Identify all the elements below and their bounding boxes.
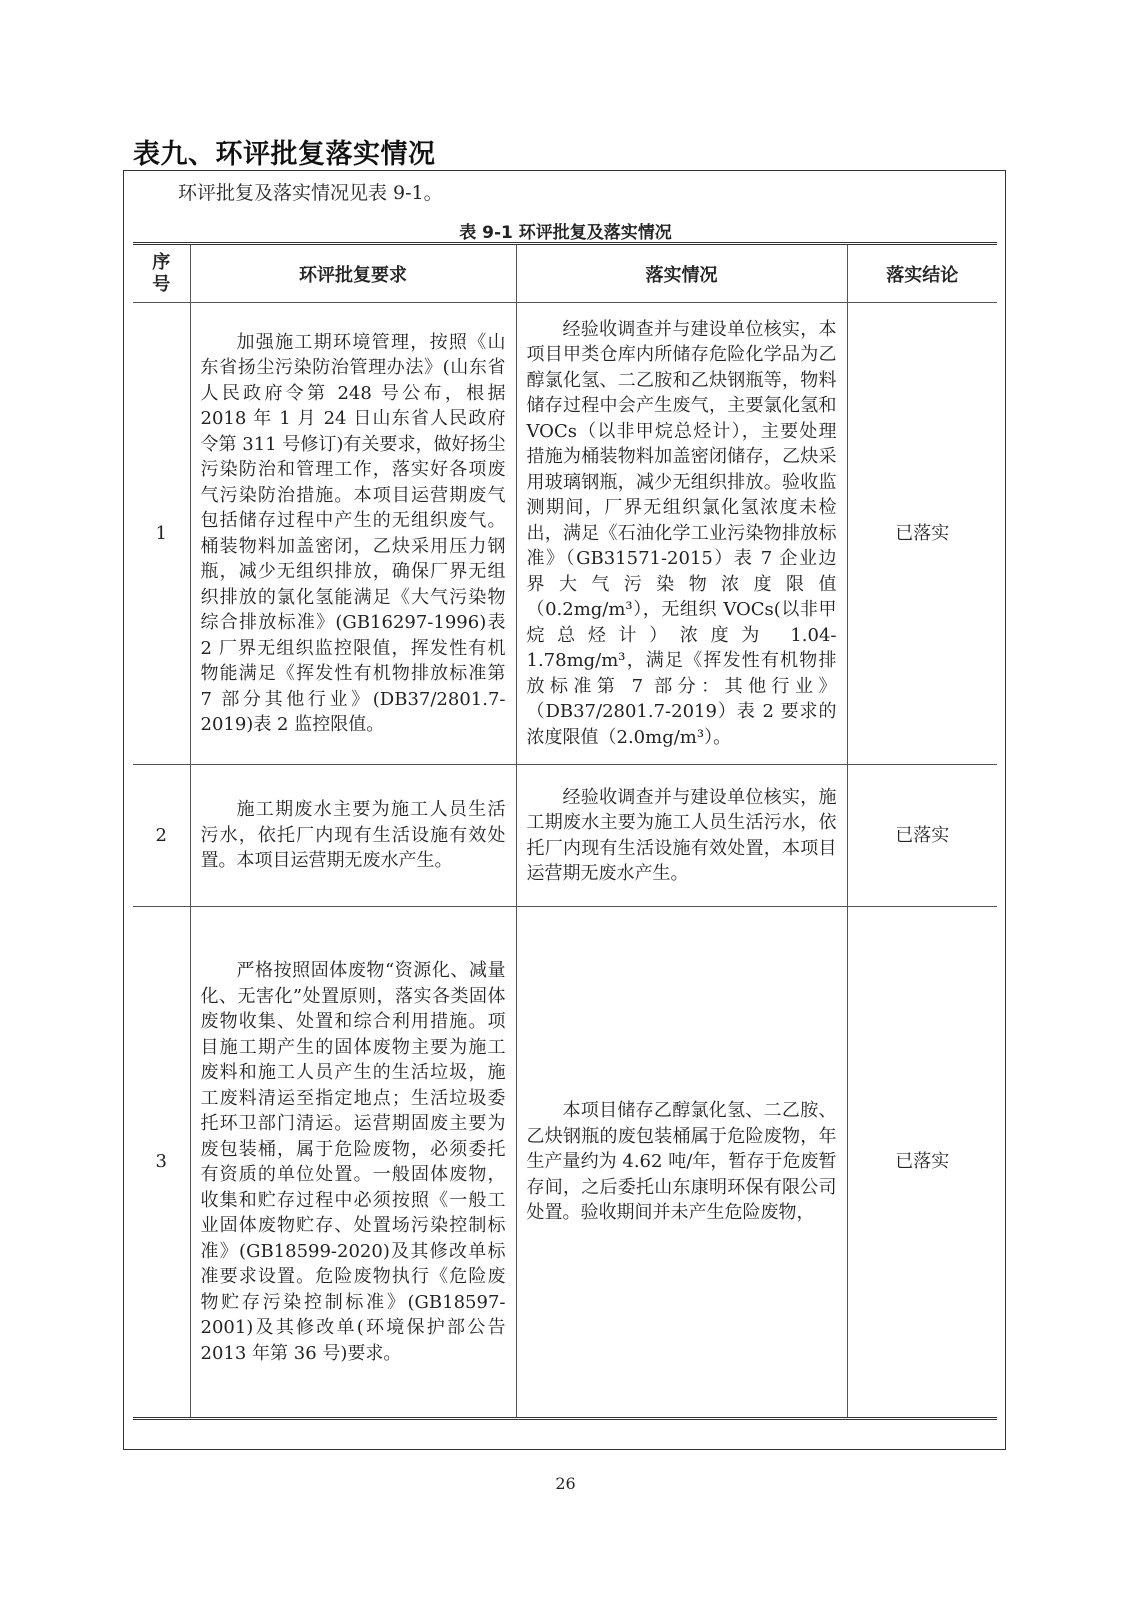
row-number: 2 <box>133 765 190 907</box>
approval-table <box>133 242 997 1420</box>
table-header-row <box>133 244 997 303</box>
conclusion-cell: 已落实 <box>847 907 997 1419</box>
implementation-cell: 经验收调查并与建设单位核实，施工期废水主要为施工人员生活污水，依托厂内现有生活设施有效处置，本项目运营期无废水产生。 <box>516 765 847 907</box>
header-no: 序号 <box>133 244 190 303</box>
requirement-cell: 严格按照固体废物“资源化、减量化、无害化”处置原则，落实各类固体废物收集、处置和综合利用措施。项目施工期产生的固体废物主要为施工废料和施工人员产生的生活垃圾，施工废料清运至指定地点；生活垃圾委托环卫部门清运。运营期固废主要为废包装桶，属于危险废物，必须委托有资质的单位处置。一般固体废物，收集和贮存过程中必须按照《一般工业固体废物贮存、处置场污染控制标准》(GB18599-2020)及其修改单标准要求设置。危险废物执行《危险废物贮存污染控制标准》(GB18597-2001)及其修改单(环境保护部公告 2013 年第 36 号)要求。 <box>190 907 516 1419</box>
header-implementation: 落实情况 <box>516 244 847 303</box>
conclusion-cell: 已落实 <box>847 303 997 765</box>
row-number: 3 <box>133 907 190 1419</box>
requirement-cell: 施工期废水主要为施工人员生活污水，依托厂内现有生活设施有效处置。本项目运营期无废水产生。 <box>190 765 516 907</box>
row-number: 1 <box>133 303 190 765</box>
conclusion-cell: 已落实 <box>847 765 997 907</box>
intro-text: 环评批复及落实情况见表 9-1。 <box>178 182 443 204</box>
page-number: 26 <box>555 1474 576 1493</box>
table-row <box>133 907 997 1419</box>
implementation-cell: 经验收调查并与建设单位核实，本项目甲类仓库内所储存危险化学品为乙醇氯化氢、二乙胺和乙炔钢瓶等，物料储存过程中会产生废气，主要氯化氢和 VOCs（以非甲烷总烃计），主要处理措施为桶装物料加盖密闭储存，乙炔采用玻璃钢瓶，减少无组织排放。验收监测期间，厂界无组织氯化氢浓度未检出，满足《石油化学工业污染物排放标准》（GB31571-2015）表 7 企业边界大气污染物浓度限值（0.2mg/m³），无组织 VOCs(以非甲烷总烃计）浓度为 1.04-1.78mg/m³，满足《挥发性有机物排放标准第 7 部分：其他行业》（DB37/2801.7-2019）表 2 要求的浓度限值（2.0mg/m³）。 <box>516 303 847 765</box>
table-row <box>133 303 997 765</box>
requirement-cell: 加强施工期环境管理，按照《山东省扬尘污染防治管理办法》(山东省人民政府令第 248 号公布，根据 2018 年 1 月 24 日山东省人民政府令第 311 号修订)有关要求，做好扬尘污染防治和管理工作，落实好各项废气污染防治措施。本项目运营期废气包括储存过程中产生的无组织废气。桶装物料加盖密闭，乙炔采用压力钢瓶，减少无组织排放，确保厂界无组织排放的氯化氢能满足《大气污染物综合排放标准》(GB16297-1996)表 2 厂界无组织监控限值，挥发性有机物能满足《挥发性有机物排放标准第 7 部分其他行业》(DB37/2801.7-2019)表 2 监控限值。 <box>190 303 516 765</box>
table-row <box>133 765 997 907</box>
table-caption: 表 9-1 环评批复及落实情况 <box>459 223 672 243</box>
section-title: 表九、环评批复落实情况 <box>133 139 436 170</box>
header-conclusion: 落实结论 <box>847 244 997 303</box>
header-requirement: 环评批复要求 <box>190 244 516 303</box>
implementation-cell: 本项目储存乙醇氯化氢、二乙胺、乙炔钢瓶的废包装桶属于危险废物，年生产量约为 4.62 吨/年，暂存于危废暂存间，之后委托山东康明环保有限公司处置。验收期间并未产生危险废物， <box>516 907 847 1419</box>
